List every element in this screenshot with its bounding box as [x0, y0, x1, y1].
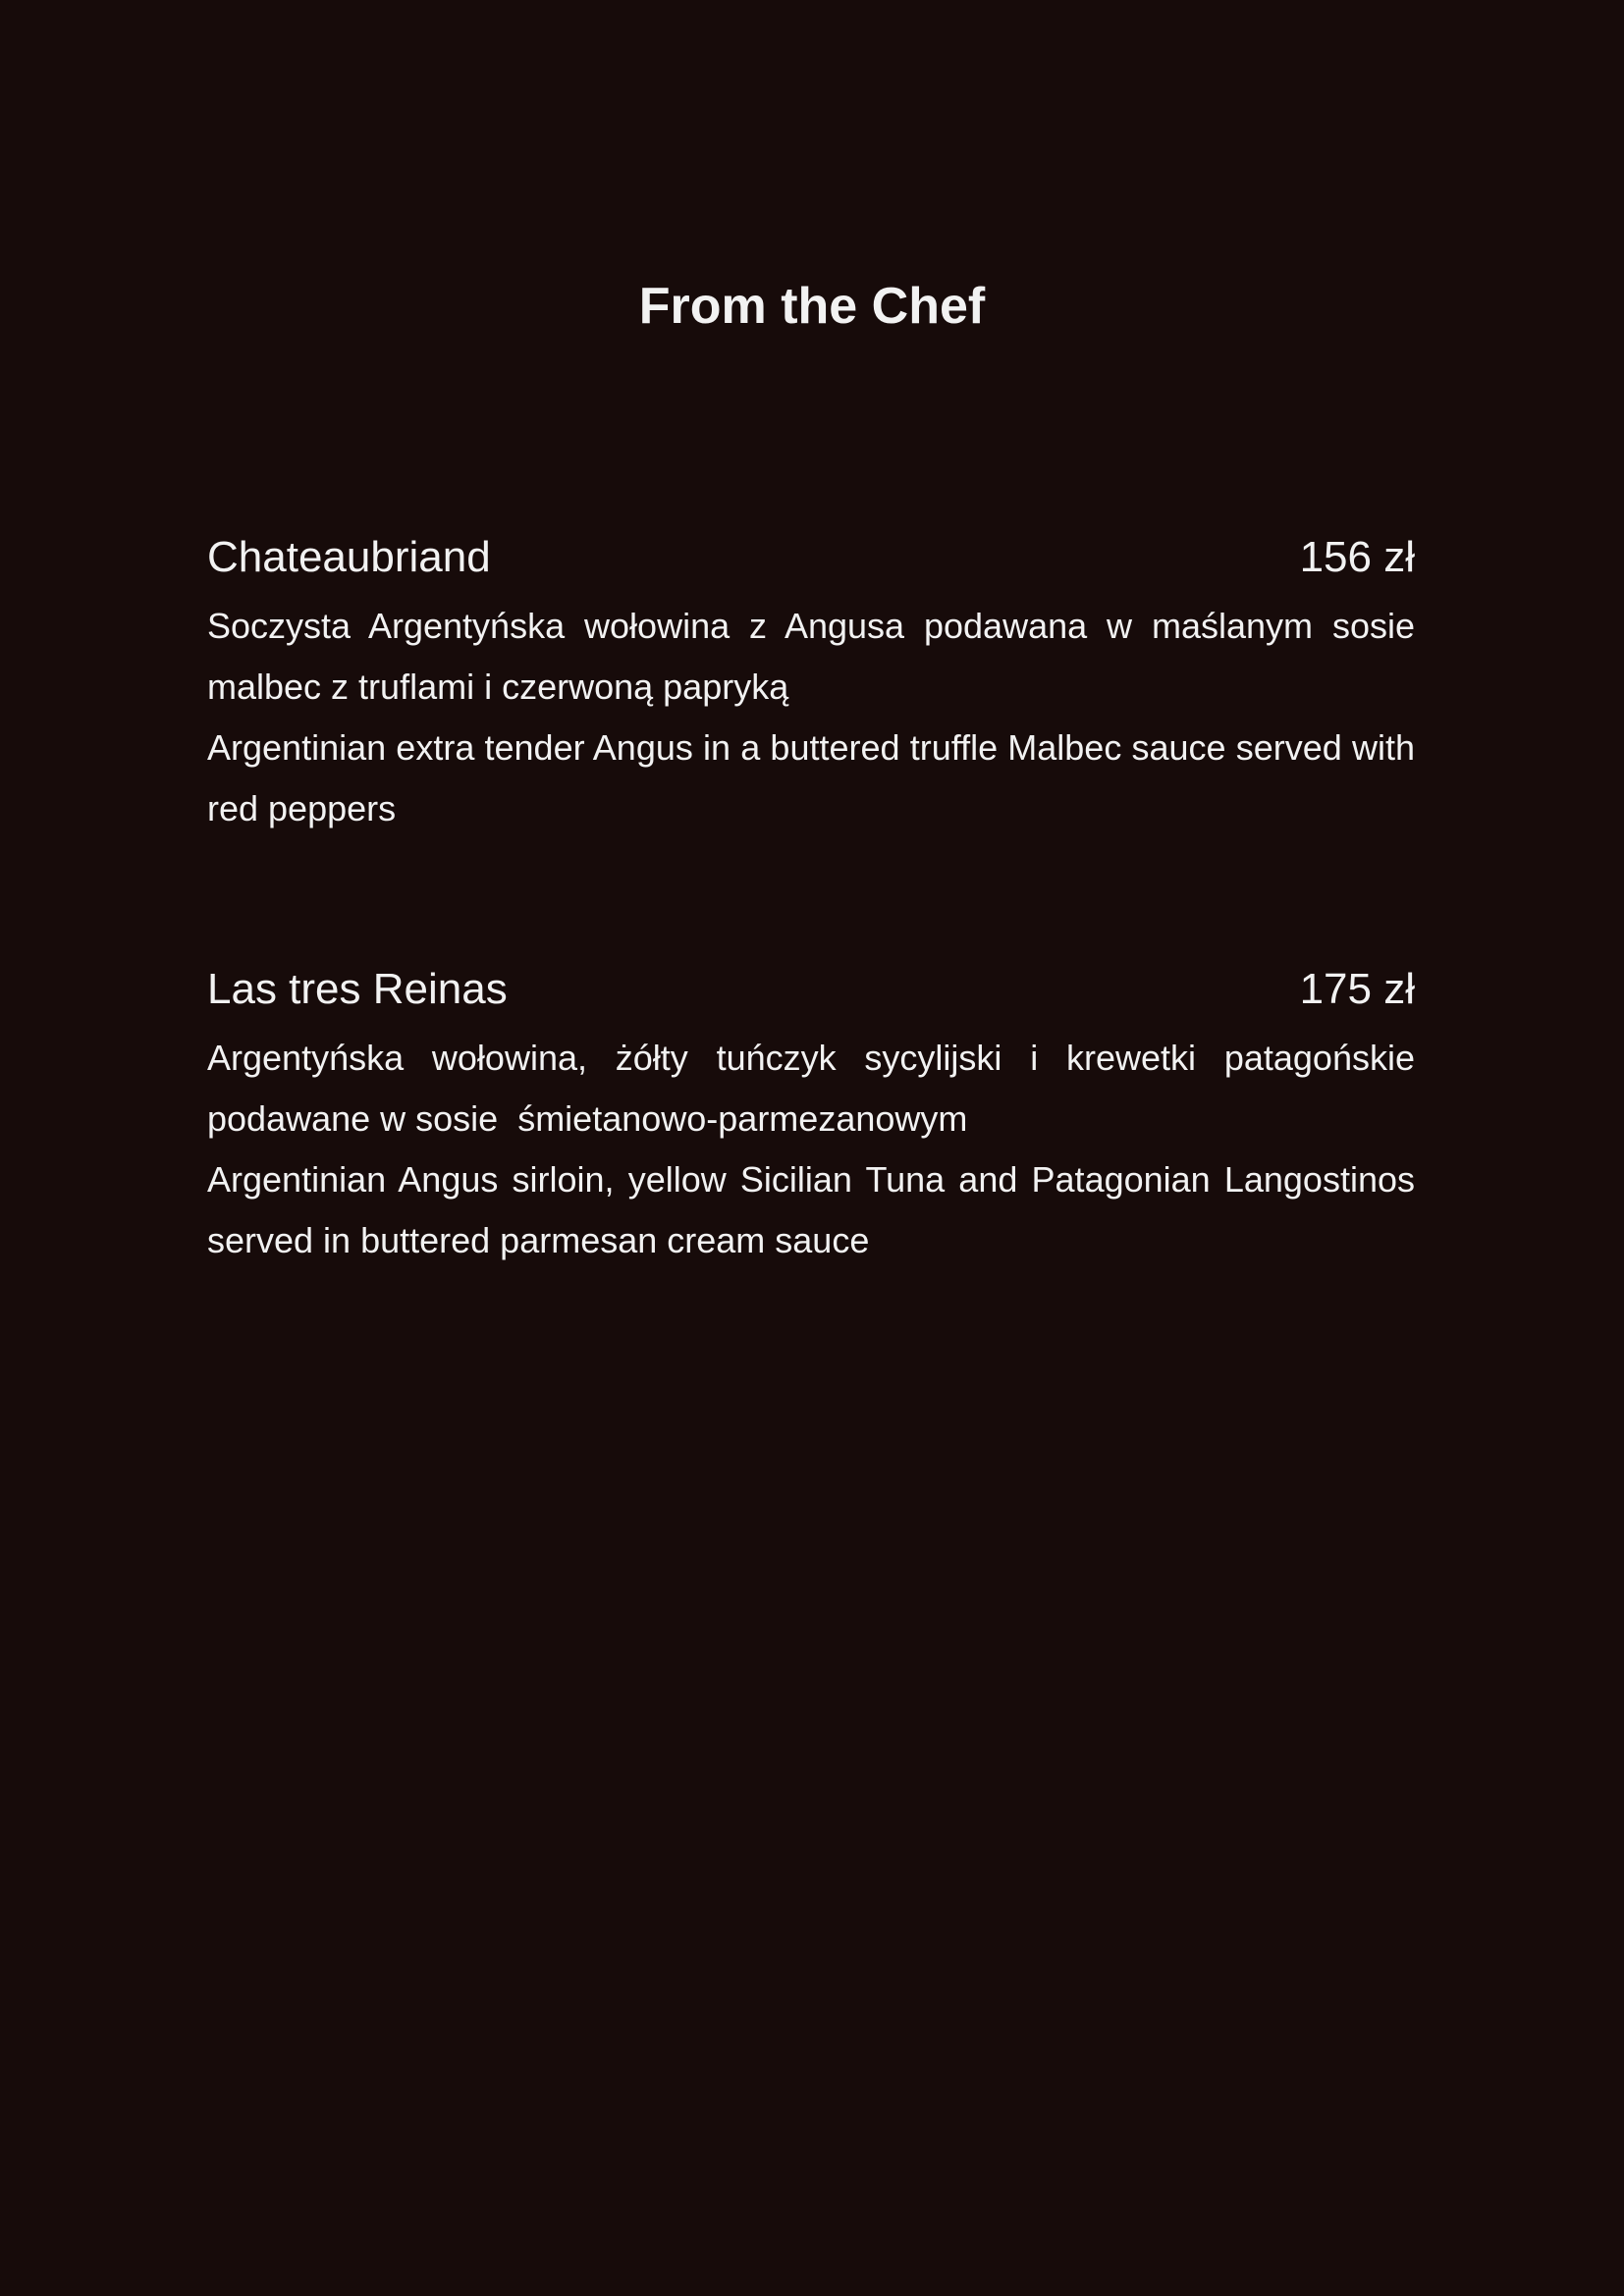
item-price: 175 zł [1299, 965, 1415, 1013]
item-description [207, 596, 1426, 839]
item-description-english: Argentinian extra tender Angus in a buttered truffle Malbec sauce served with red peppers [207, 727, 1426, 828]
item-price: 156 zł [1299, 533, 1415, 581]
item-name: Las tres Reinas [207, 965, 508, 1013]
item-description [207, 1028, 1426, 1271]
menu-item-las-tres-reinas [207, 964, 1426, 1271]
item-header [207, 532, 1415, 583]
menu-item-chateaubriand [207, 532, 1426, 839]
page-title: From the Chef [638, 278, 986, 335]
item-description-polish: Argentyńska wołowina, żółty tuńczyk sycylijski i krewetki patagońskie podawane w sosie śmietanowo-parmezanowym [207, 1038, 1426, 1139]
item-description-english: Argentinian Angus sirloin, yellow Sicilian Tuna and Patagonian Langostinos served in buttered parmesan cream sauce [207, 1159, 1426, 1260]
item-description-polish: Soczysta Argentyńska wołowina z Angusa podawana w maślanym sosie malbec z truflami i czerwoną papryką [207, 606, 1426, 707]
item-header [207, 964, 1415, 1015]
item-name: Chateaubriand [207, 533, 491, 581]
